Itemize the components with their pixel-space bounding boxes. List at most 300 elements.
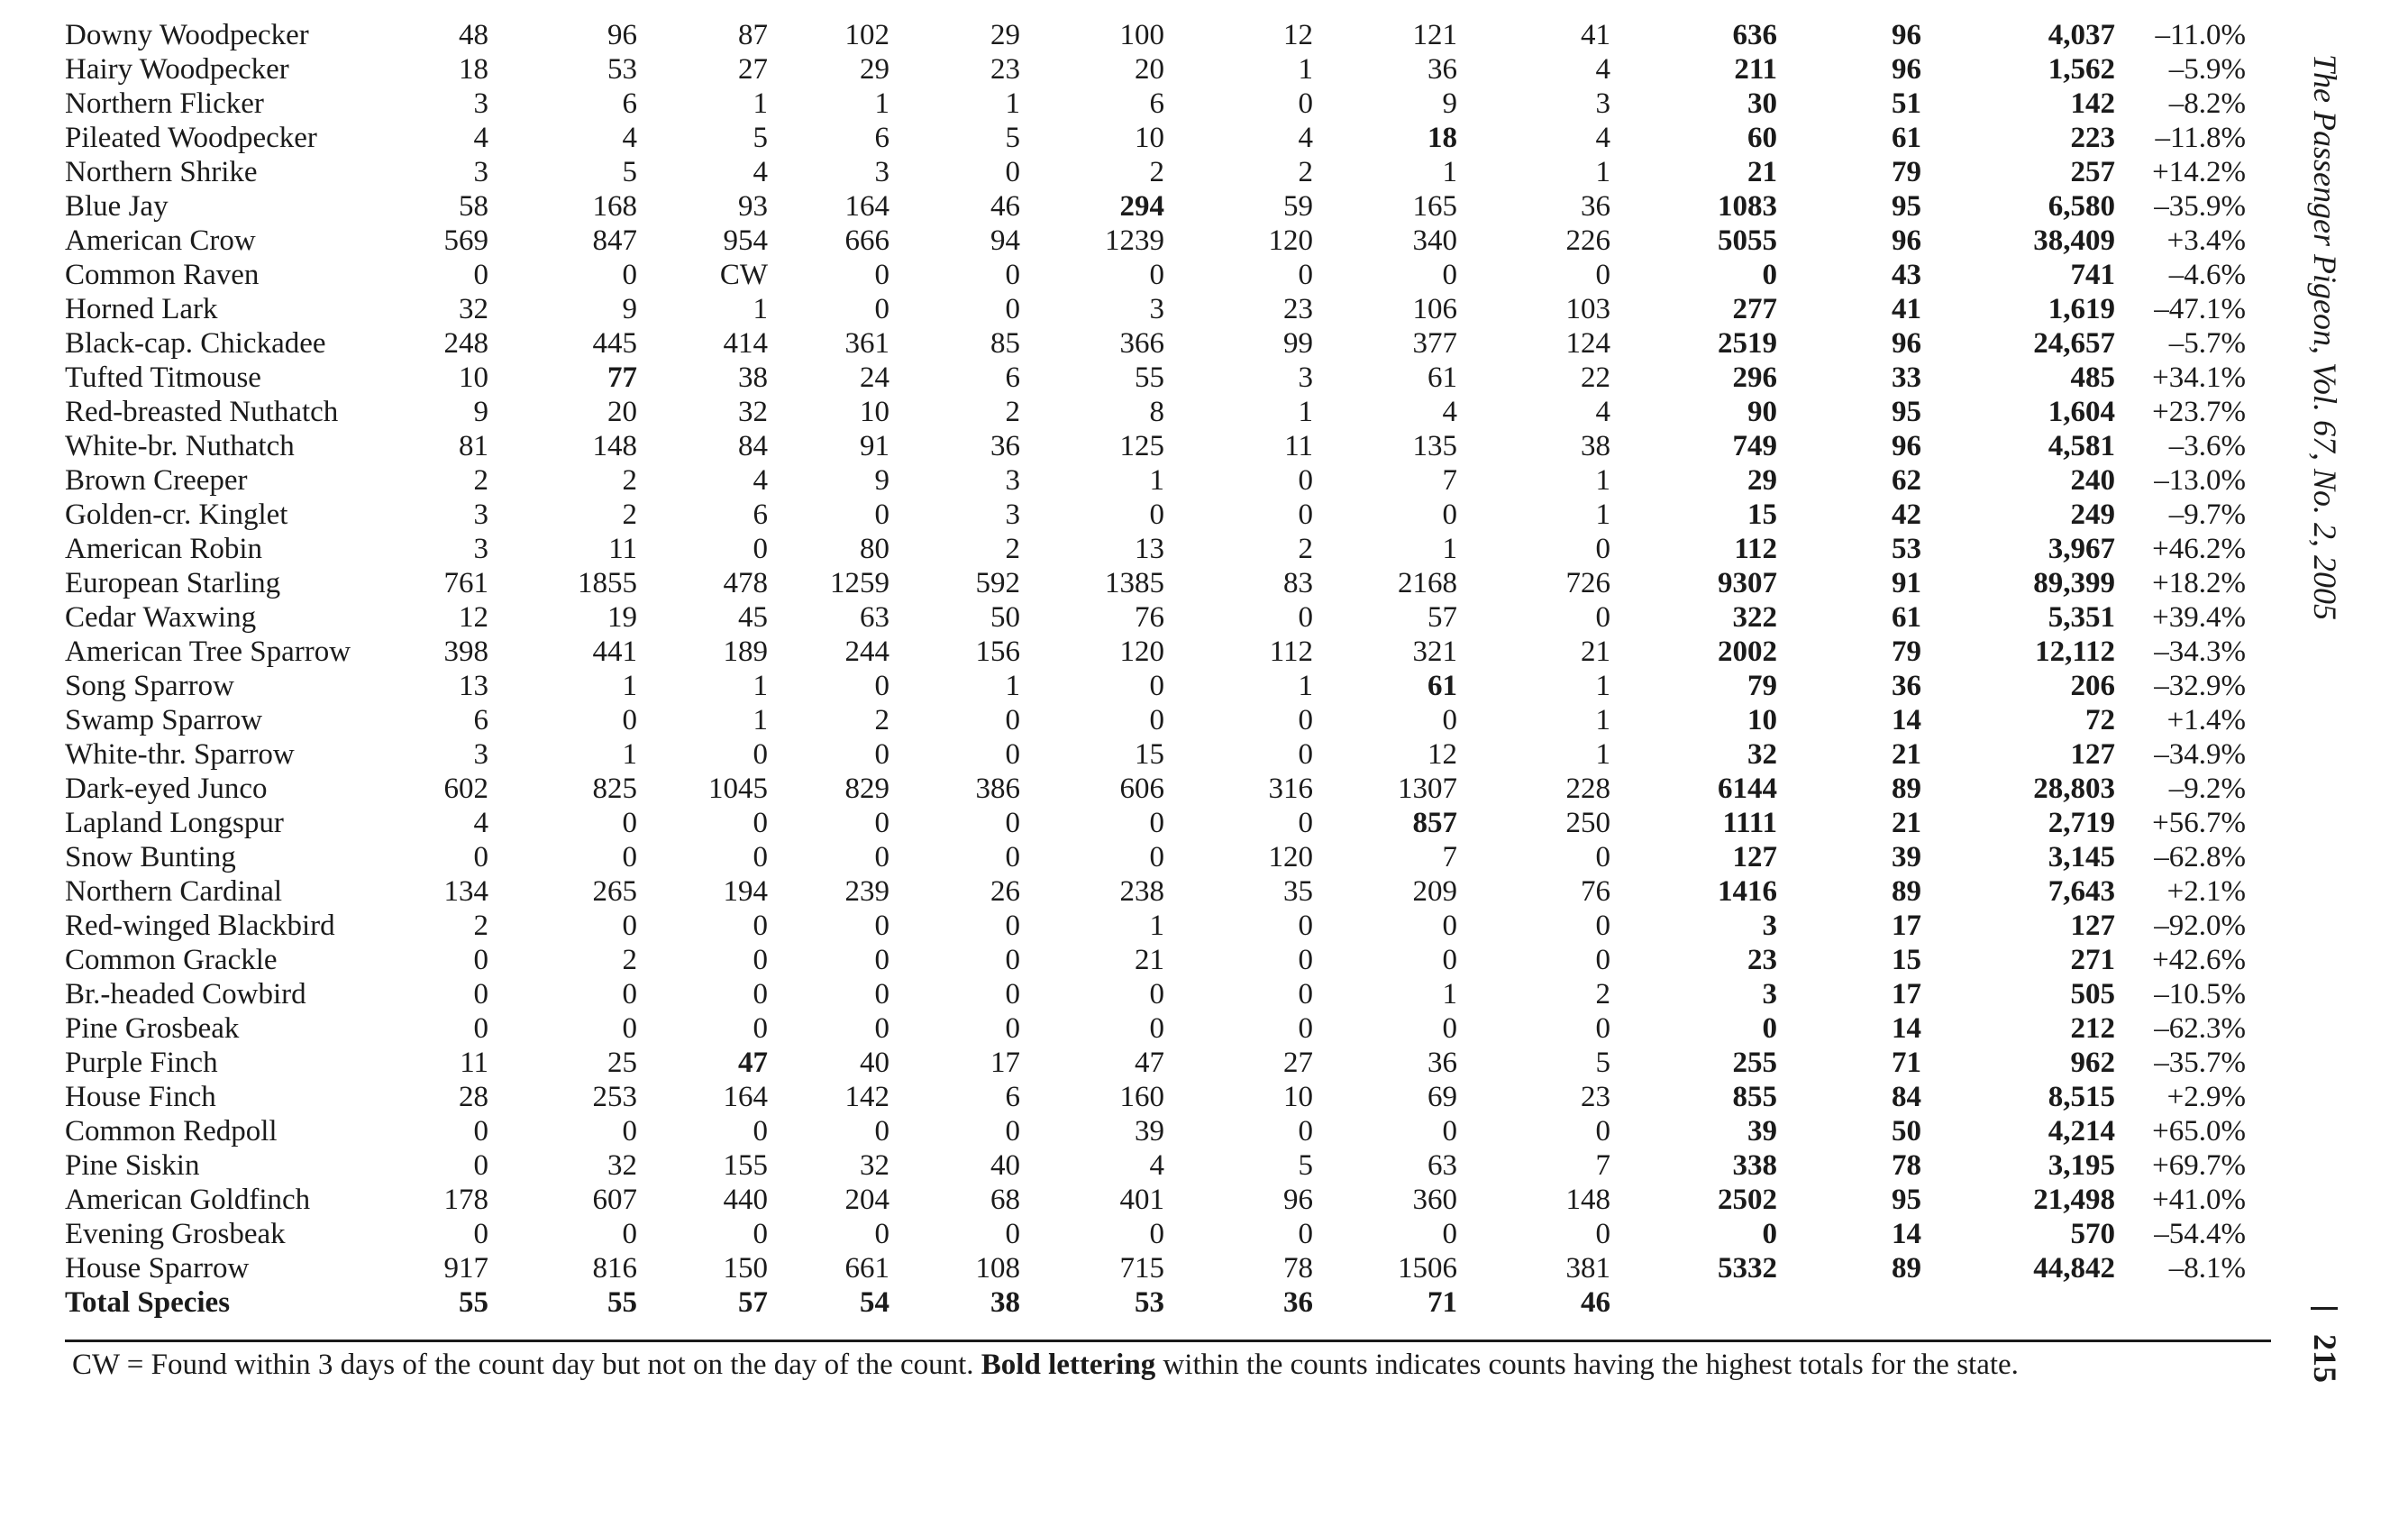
count-cell: 294 (1119, 190, 1164, 223)
total-count-cell: 0 (1762, 1012, 1777, 1045)
count-cell: 0 (1595, 601, 1610, 634)
page-number: 215 (2307, 1334, 2343, 1383)
count-cell: 825 (592, 773, 637, 805)
species-name-cell: Golden-cr. Kinglet (65, 498, 288, 531)
count-cell: CW (719, 259, 768, 291)
count-cell: 1 (1442, 978, 1457, 1010)
count-cell: 0 (874, 498, 889, 531)
species-name-cell: American Tree Sparrow (65, 636, 351, 668)
count-cell: 93 (738, 190, 768, 223)
state-average-cell: 3,195 (2048, 1149, 2115, 1182)
count-cell: 0 (1149, 670, 1164, 702)
count-cell: 27 (738, 53, 768, 86)
table-row (65, 258, 2246, 292)
state-average-cell: 1,604 (2048, 396, 2115, 428)
count-cell: 0 (1298, 498, 1313, 531)
count-cell: 148 (1565, 1184, 1610, 1216)
count-cell: 606 (1119, 773, 1164, 805)
percent-change-cell: +2.9% (2166, 1081, 2246, 1113)
count-cell: 3 (473, 156, 488, 188)
count-cell: 1 (1149, 910, 1164, 942)
species-name-cell: Northern Cardinal (65, 875, 283, 908)
count-cell: 0 (1298, 1218, 1313, 1250)
count-cell: 0 (1298, 978, 1313, 1010)
count-cell: 5 (1595, 1047, 1610, 1079)
total-species-cell: 53 (1135, 1286, 1164, 1319)
species-name-cell: Tufted Titmouse (65, 361, 261, 394)
state-average-cell: 44,842 (2033, 1252, 2115, 1285)
count-cell: 76 (1581, 875, 1610, 908)
count-cell: 83 (1283, 567, 1313, 599)
percent-change-cell: –3.6% (2168, 430, 2246, 462)
total-count-cell: 1083 (1718, 190, 1777, 223)
count-cell: 58 (459, 190, 488, 223)
total-species-cell: 55 (607, 1286, 637, 1319)
count-cell: 160 (1119, 1081, 1164, 1113)
percent-change-cell: –34.3% (2154, 636, 2246, 668)
total-count-cell: 21 (1747, 156, 1777, 188)
count-cell: 48 (459, 19, 488, 51)
count-cell: 661 (844, 1252, 889, 1285)
total-count-cell: 855 (1732, 1081, 1777, 1113)
count-cell: 0 (1595, 259, 1610, 291)
percent-change-cell: –10.5% (2154, 978, 2246, 1010)
total-count-cell: 5055 (1718, 224, 1777, 257)
state-average-cell: 3,145 (2048, 841, 2115, 873)
count-cell: 2 (1005, 396, 1020, 428)
total-species-cell: 46 (1581, 1286, 1610, 1319)
count-cell: 2 (1298, 156, 1313, 188)
count-cell: 607 (592, 1184, 637, 1216)
count-cell: 20 (1135, 53, 1164, 86)
total-count-cell: 32 (1747, 738, 1777, 771)
count-cell: 1 (752, 670, 768, 702)
count-cell: 15 (1135, 738, 1164, 771)
bird-count-table (65, 18, 2246, 1320)
species-name-cell: Blue Jay (65, 190, 169, 223)
count-cell: 340 (1412, 224, 1457, 257)
count-cell: 96 (1283, 1184, 1313, 1216)
state-average-cell: 127 (2070, 738, 2115, 771)
percent-counts-cell: 33 (1892, 361, 1921, 394)
count-cell: 11 (1284, 430, 1313, 462)
count-cell: 204 (844, 1184, 889, 1216)
count-cell: 1 (752, 87, 768, 120)
count-cell: 398 (443, 636, 488, 668)
count-cell: 0 (752, 841, 768, 873)
count-cell: 0 (473, 841, 488, 873)
total-count-cell: 338 (1732, 1149, 1777, 1182)
count-cell: 0 (1298, 944, 1313, 976)
count-cell: 5 (1298, 1149, 1313, 1182)
percent-change-cell: +18.2% (2152, 567, 2246, 599)
state-average-cell: 72 (2085, 704, 2115, 736)
count-cell: 61 (1427, 361, 1457, 394)
count-cell: 0 (473, 978, 488, 1010)
count-cell: 1 (622, 670, 637, 702)
total-species-cell: 55 (459, 1286, 488, 1319)
state-average-cell: 8,515 (2048, 1081, 2115, 1113)
count-cell: 0 (1298, 601, 1313, 634)
count-cell: 35 (1283, 875, 1313, 908)
count-cell: 103 (1565, 293, 1610, 325)
count-cell: 99 (1283, 327, 1313, 360)
count-cell: 0 (622, 1218, 637, 1250)
species-name-cell: White-br. Nuthatch (65, 430, 295, 462)
species-name-cell: Pine Siskin (65, 1149, 200, 1182)
percent-change-cell: +2.1% (2166, 875, 2246, 908)
species-name-cell: American Crow (65, 224, 256, 257)
percent-counts-cell: 53 (1892, 533, 1921, 565)
count-cell: 9 (622, 293, 637, 325)
state-average-cell: 249 (2070, 498, 2115, 531)
count-cell: 0 (1005, 259, 1020, 291)
count-cell: 29 (860, 53, 889, 86)
footnote-text-1: CW = Found within 3 days of the count day but not on the day of the count. (72, 1349, 981, 1381)
count-cell: 94 (990, 224, 1020, 257)
empty-cell (1921, 1285, 2115, 1320)
table-row (65, 395, 2246, 429)
footnote-rule (65, 1340, 2271, 1342)
percent-counts-cell: 79 (1892, 636, 1921, 668)
count-cell: 4 (1298, 122, 1313, 154)
count-cell: 0 (752, 1115, 768, 1148)
count-cell: 4 (1149, 1149, 1164, 1182)
state-average-cell: 1,619 (2048, 293, 2115, 325)
count-cell: 0 (1149, 807, 1164, 839)
count-cell: 155 (723, 1149, 768, 1182)
count-cell: 0 (1442, 910, 1457, 942)
total-count-cell: 0 (1762, 259, 1777, 291)
table-row (65, 292, 2246, 326)
table-row (65, 189, 2246, 224)
count-cell: 1 (1442, 156, 1457, 188)
count-cell: 377 (1412, 327, 1457, 360)
table-row (65, 18, 2246, 52)
count-cell: 0 (1149, 1012, 1164, 1045)
count-cell: 11 (608, 533, 637, 565)
species-name-cell: House Sparrow (65, 1252, 250, 1285)
total-count-cell: 9307 (1718, 567, 1777, 599)
table-row (65, 463, 2246, 498)
species-name-cell: Lapland Longspur (65, 807, 284, 839)
count-cell: 2 (1005, 533, 1020, 565)
percent-counts-cell: 21 (1892, 738, 1921, 771)
count-cell: 4 (1442, 396, 1457, 428)
count-cell: 27 (1283, 1047, 1313, 1079)
count-cell: 0 (622, 841, 637, 873)
footnote-bold-text: Bold lettering (981, 1349, 1156, 1381)
percent-change-cell: –4.6% (2168, 259, 2246, 291)
empty-cell (1610, 1285, 1777, 1320)
count-cell: 0 (1442, 1012, 1457, 1045)
count-cell: 761 (443, 567, 488, 599)
count-cell: 38 (1581, 430, 1610, 462)
total-count-cell: 60 (1747, 122, 1777, 154)
percent-counts-cell: 42 (1892, 498, 1921, 531)
percent-change-cell: –13.0% (2154, 464, 2246, 497)
count-cell: 40 (860, 1047, 889, 1079)
count-cell: 5 (752, 122, 768, 154)
state-average-cell: 28,803 (2033, 773, 2115, 805)
count-cell: 0 (473, 944, 488, 976)
count-cell: 1 (752, 704, 768, 736)
table-row (65, 1114, 2246, 1148)
count-cell: 135 (1412, 430, 1457, 462)
count-cell: 0 (622, 978, 637, 1010)
count-cell: 2168 (1398, 567, 1457, 599)
total-count-cell: 277 (1732, 293, 1777, 325)
table-row (65, 1080, 2246, 1114)
count-cell: 36 (1427, 53, 1457, 86)
table-row (65, 121, 2246, 155)
count-cell: 1 (1298, 670, 1313, 702)
percent-counts-cell: 61 (1892, 122, 1921, 154)
count-cell: 0 (874, 293, 889, 325)
table-row (65, 600, 2246, 635)
state-average-cell: 962 (2070, 1047, 2115, 1079)
count-cell: 120 (1268, 841, 1313, 873)
percent-change-cell: –34.9% (2154, 738, 2246, 771)
count-cell: 96 (607, 19, 637, 51)
count-cell: 0 (1442, 259, 1457, 291)
percent-counts-cell: 89 (1892, 875, 1921, 908)
state-average-cell: 7,643 (2048, 875, 2115, 908)
count-cell: 0 (874, 807, 889, 839)
count-cell: 61 (1427, 670, 1457, 702)
state-average-cell: 271 (2070, 944, 2115, 976)
percent-counts-cell: 95 (1892, 396, 1921, 428)
table-row (65, 874, 2246, 909)
count-cell: 0 (473, 1218, 488, 1250)
count-cell: 125 (1119, 430, 1164, 462)
species-name-cell: Black-cap. Chickadee (65, 327, 326, 360)
count-cell: 1 (1005, 670, 1020, 702)
count-cell: 0 (1298, 807, 1313, 839)
count-cell: 59 (1283, 190, 1313, 223)
table-row (65, 87, 2246, 121)
count-cell: 1 (1005, 87, 1020, 120)
percent-counts-cell: 17 (1892, 910, 1921, 942)
percent-counts-cell: 21 (1892, 807, 1921, 839)
count-cell: 3 (1298, 361, 1313, 394)
running-head (2307, 54, 2343, 1460)
count-cell: 2 (874, 704, 889, 736)
count-cell: 13 (1135, 533, 1164, 565)
table-row (65, 361, 2246, 395)
count-cell: 1506 (1398, 1252, 1457, 1285)
count-cell: 0 (752, 738, 768, 771)
state-average-cell: 212 (2070, 1012, 2115, 1045)
count-cell: 0 (1005, 156, 1020, 188)
count-cell: 46 (990, 190, 1020, 223)
percent-counts-cell: 17 (1892, 978, 1921, 1010)
count-cell: 6 (1005, 361, 1020, 394)
state-average-cell: 24,657 (2033, 327, 2115, 360)
count-cell: 25 (607, 1047, 637, 1079)
footnote-text-2: within the counts indicates counts having the highest totals for the state. (1155, 1349, 2019, 1381)
count-cell: 366 (1119, 327, 1164, 360)
table-row (65, 155, 2246, 189)
count-cell: 4 (1595, 122, 1610, 154)
total-count-cell: 5332 (1718, 1252, 1777, 1285)
count-cell: 3 (1149, 293, 1164, 325)
total-count-cell: 23 (1747, 944, 1777, 976)
species-name-cell: Common Raven (65, 259, 260, 291)
count-cell: 209 (1412, 875, 1457, 908)
count-cell: 80 (860, 533, 889, 565)
total-species-cell: 38 (990, 1286, 1020, 1319)
count-cell: 178 (443, 1184, 488, 1216)
total-count-cell: 3 (1762, 978, 1777, 1010)
state-average-cell: 6,580 (2048, 190, 2115, 223)
count-cell: 857 (1412, 807, 1457, 839)
percent-counts-cell: 36 (1892, 670, 1921, 702)
state-average-cell: 1,562 (2048, 53, 2115, 86)
count-cell: 1 (1442, 533, 1457, 565)
species-name-cell: House Finch (65, 1081, 216, 1113)
count-cell: 22 (1581, 361, 1610, 394)
table-row (65, 1011, 2246, 1046)
percent-change-cell: –8.2% (2168, 87, 2246, 120)
count-cell: 0 (1442, 1218, 1457, 1250)
percent-change-cell: –92.0% (2154, 910, 2246, 942)
count-cell: 478 (723, 567, 768, 599)
count-cell: 0 (1005, 910, 1020, 942)
total-count-cell: 10 (1747, 704, 1777, 736)
species-name-cell: Brown Creeper (65, 464, 248, 497)
count-cell: 0 (1005, 1115, 1020, 1148)
species-name-cell: Pine Grosbeak (65, 1012, 240, 1045)
count-cell: 12 (1283, 19, 1313, 51)
count-cell: 248 (443, 327, 488, 360)
species-name-cell: Evening Grosbeak (65, 1218, 286, 1250)
count-cell: 0 (1595, 1218, 1610, 1250)
count-cell: 445 (592, 327, 637, 360)
count-cell: 0 (1149, 978, 1164, 1010)
count-cell: 0 (473, 1115, 488, 1148)
count-cell: 386 (975, 773, 1020, 805)
percent-counts-cell: 62 (1892, 464, 1921, 497)
count-cell: 10 (459, 361, 488, 394)
percent-change-cell: –9.2% (2168, 773, 2246, 805)
count-cell: 69 (1427, 1081, 1457, 1113)
total-count-cell: 749 (1732, 430, 1777, 462)
table-row (65, 909, 2246, 943)
count-cell: 120 (1119, 636, 1164, 668)
count-cell: 226 (1565, 224, 1610, 257)
count-cell: 0 (874, 670, 889, 702)
count-cell: 0 (622, 1115, 637, 1148)
count-cell: 0 (1595, 1012, 1610, 1045)
count-cell: 91 (860, 430, 889, 462)
count-cell: 10 (1135, 122, 1164, 154)
count-cell: 0 (622, 910, 637, 942)
count-cell: 0 (1442, 704, 1457, 736)
count-cell: 165 (1412, 190, 1457, 223)
species-name-cell: European Starling (65, 567, 281, 599)
state-average-cell: 223 (2070, 122, 2115, 154)
count-cell: 84 (738, 430, 768, 462)
state-average-cell: 127 (2070, 910, 2115, 942)
count-cell: 414 (723, 327, 768, 360)
count-cell: 148 (592, 430, 637, 462)
percent-counts-cell: 96 (1892, 430, 1921, 462)
count-cell: 20 (607, 396, 637, 428)
count-cell: 0 (473, 1012, 488, 1045)
count-cell: 250 (1565, 807, 1610, 839)
count-cell: 3 (473, 738, 488, 771)
percent-change-cell: +39.4% (2152, 601, 2246, 634)
count-cell: 1239 (1105, 224, 1164, 257)
count-cell: 164 (723, 1081, 768, 1113)
percent-change-cell: +69.7% (2152, 1149, 2246, 1182)
count-cell: 38 (738, 361, 768, 394)
state-average-cell: 257 (2070, 156, 2115, 188)
total-count-cell: 30 (1747, 87, 1777, 120)
table-row (65, 1046, 2246, 1080)
total-count-cell: 15 (1747, 498, 1777, 531)
table-row (65, 772, 2246, 806)
percent-counts-cell: 50 (1892, 1115, 1921, 1148)
count-cell: 829 (844, 773, 889, 805)
percent-change-cell: +34.1% (2152, 361, 2246, 394)
percent-change-cell: +3.4% (2166, 224, 2246, 257)
count-cell: 1855 (578, 567, 637, 599)
count-cell: 9 (874, 464, 889, 497)
count-cell: 112 (1269, 636, 1313, 668)
count-cell: 108 (975, 1252, 1020, 1285)
count-cell: 18 (1427, 122, 1457, 154)
species-name-cell: Red-winged Blackbird (65, 910, 335, 942)
count-cell: 6 (1149, 87, 1164, 120)
species-name-cell: White-thr. Sparrow (65, 738, 295, 771)
state-average-cell: 570 (2070, 1218, 2115, 1250)
empty-cell (1777, 1285, 1921, 1320)
count-cell: 0 (874, 1218, 889, 1250)
count-cell: 244 (844, 636, 889, 668)
percent-change-cell: +56.7% (2152, 807, 2246, 839)
count-cell: 19 (607, 601, 637, 634)
count-cell: 0 (874, 978, 889, 1010)
total-count-cell: 39 (1747, 1115, 1777, 1148)
count-cell: 29 (990, 19, 1020, 51)
count-cell: 0 (1005, 841, 1020, 873)
table-row (65, 669, 2246, 703)
count-cell: 7 (1442, 841, 1457, 873)
count-cell: 1 (874, 87, 889, 120)
count-cell: 0 (1595, 533, 1610, 565)
state-average-cell: 4,214 (2048, 1115, 2115, 1148)
table-row (65, 977, 2246, 1011)
state-average-cell: 2,719 (2048, 807, 2115, 839)
count-cell: 238 (1119, 875, 1164, 908)
count-cell: 55 (1135, 361, 1164, 394)
percent-counts-cell: 91 (1892, 567, 1921, 599)
total-count-cell: 636 (1732, 19, 1777, 51)
percent-change-cell: –54.4% (2154, 1218, 2246, 1250)
count-cell: 3 (473, 498, 488, 531)
table-row (65, 737, 2246, 772)
count-cell: 134 (443, 875, 488, 908)
count-cell: 0 (752, 910, 768, 942)
count-cell: 2 (622, 464, 637, 497)
count-cell: 0 (1595, 841, 1610, 873)
count-cell: 0 (1595, 910, 1610, 942)
percent-counts-cell: 84 (1892, 1081, 1921, 1113)
percent-change-cell: +46.2% (2152, 533, 2246, 565)
count-cell: 0 (874, 841, 889, 873)
